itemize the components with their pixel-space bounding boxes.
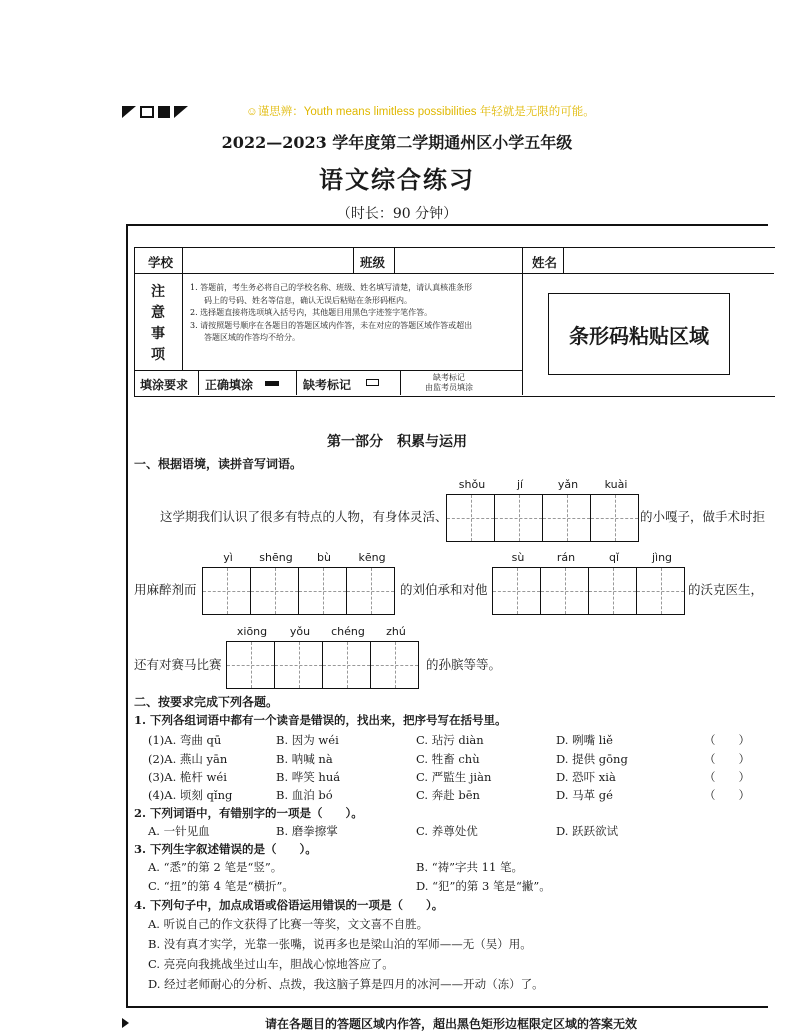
class-field[interactable] xyxy=(396,249,520,271)
answer-grid-1[interactable] xyxy=(446,494,639,542)
footer-warning: 请在各题目的答题区域内作答，超出黑色矩形边框限定区域的答案无效 xyxy=(265,1017,638,1031)
answer-paren[interactable]: （ ） xyxy=(704,770,750,784)
positioning-marks xyxy=(122,106,188,118)
sentence-1b: 的小嘎子，做手术时拒 xyxy=(640,509,766,524)
q1-title: 一、根据语境，读拼音写词语。 xyxy=(134,457,303,471)
sentence-1a: 这学期我们认识了很多有特点的人物，有身体灵活、 xyxy=(160,509,448,524)
marker-triangle-icon xyxy=(174,106,188,118)
answer-paren[interactable]: （ ） xyxy=(704,733,750,747)
sentence-2c: 的沃克医生， xyxy=(688,582,764,597)
absent-bubble[interactable] xyxy=(366,379,379,386)
marker-triangle-icon xyxy=(122,106,136,118)
answer-paren[interactable]: （ ） xyxy=(704,752,750,766)
sentence-2a: 用麻醉剂而 xyxy=(134,582,197,597)
pinyin-row-1: shǒu jí yǎn kuài xyxy=(458,478,628,491)
answer-paren[interactable]: （ ） xyxy=(704,788,750,802)
q2-4-option-b: B. 没有真才实学，光靠一张嘴，说再多也是梁山泊的军师——无（吴）用。 xyxy=(148,937,532,951)
notes-label: 注 意 事 项 xyxy=(151,284,165,363)
q2-4-option-c: C. 亮亮向我挑战坐过山车，胆战心惊地答应了。 xyxy=(148,957,394,971)
q2-4-stem: 4. 下列句子中，加点成语或俗语运用错误的一项是（ ）。 xyxy=(134,898,444,912)
q2-1-stem: 1. 下列各组词语中都有一个读音是错误的，找出来，把序号写在括号里。 xyxy=(134,713,507,727)
absent-note: 缺考标记 由监考员填涂 xyxy=(425,373,473,392)
q2-4-option-d: D. 经过老师耐心的分析、点拨，我这脑子算是四月的冰河——开动（冻）了。 xyxy=(148,977,544,991)
absent-mark-label: 缺考标记 xyxy=(303,378,352,392)
sentence-2b: 的刘伯承和对他 xyxy=(400,582,488,597)
exam-duration: （时长：90 分钟） xyxy=(336,206,458,222)
q2-3-stem: 3. 下列生字叙述错误的是（ ）。 xyxy=(134,842,317,856)
exam-subject-title: 语文综合练习 xyxy=(319,165,475,194)
q2-2-stem: 2. 下列词语中，有错别字的一项是（ ）。 xyxy=(134,806,363,820)
name-field[interactable] xyxy=(565,249,765,271)
name-label: 姓名 xyxy=(532,255,558,270)
sentence-3a: 还有对赛马比赛 xyxy=(134,657,222,672)
school-label: 学校 xyxy=(148,255,174,270)
answer-grid-4[interactable] xyxy=(226,641,419,689)
sentence-3b: 的孙膑等等。 xyxy=(426,657,502,672)
q2-4-option-a: A. 听说自己的作文获得了比赛一等奖，文文喜不自胜。 xyxy=(148,917,429,931)
part1-title: 第一部分 积累与运用 xyxy=(327,434,467,450)
corner-marker-icon xyxy=(122,1018,129,1028)
fill-req-label: 填涂要求 xyxy=(140,378,189,392)
watermark: ☺谨思辨：Youth means limitless possibilities 年轻就是无限的可能。 xyxy=(246,106,595,118)
correct-fill-label: 正确填涂 xyxy=(205,378,254,392)
answer-grid-2[interactable] xyxy=(202,567,395,615)
school-field[interactable] xyxy=(184,249,352,271)
pinyin-row-4: xiōng yǒu chéng zhú xyxy=(236,625,406,638)
notes-text: 1. 答题前，考生务必将自己的学校名称、班级、姓名填写清楚，请认真核准条形 码上的号码、姓名等信息，确认无误后粘贴在条形码框内。 2. 选择题直接将选项填入括号内，其他题目用黑色字迹签字笔作答。 3. 请按照题号顺序在各题目的答题区域内作答，未在对应的答题区域作答或超出 答题区域的作答均不给分。 xyxy=(190,283,473,342)
pinyin-row-2: yì shēng bù kēng xyxy=(223,551,386,564)
marker-square-outline-icon xyxy=(140,106,154,118)
answer-grid-3[interactable] xyxy=(492,567,685,615)
marker-square-filled-icon xyxy=(158,106,170,118)
barcode-area: 条形码粘贴区域 xyxy=(548,293,730,375)
filled-bubble-icon xyxy=(265,381,279,386)
pinyin-row-3: sù rán qǐ jìng xyxy=(511,551,673,564)
q2-title: 二、按要求完成下列各题。 xyxy=(134,695,279,709)
exam-year-title: 2022—2023 学年度第二学期通州区小学五年级 xyxy=(221,133,573,152)
class-label: 班级 xyxy=(360,255,386,270)
